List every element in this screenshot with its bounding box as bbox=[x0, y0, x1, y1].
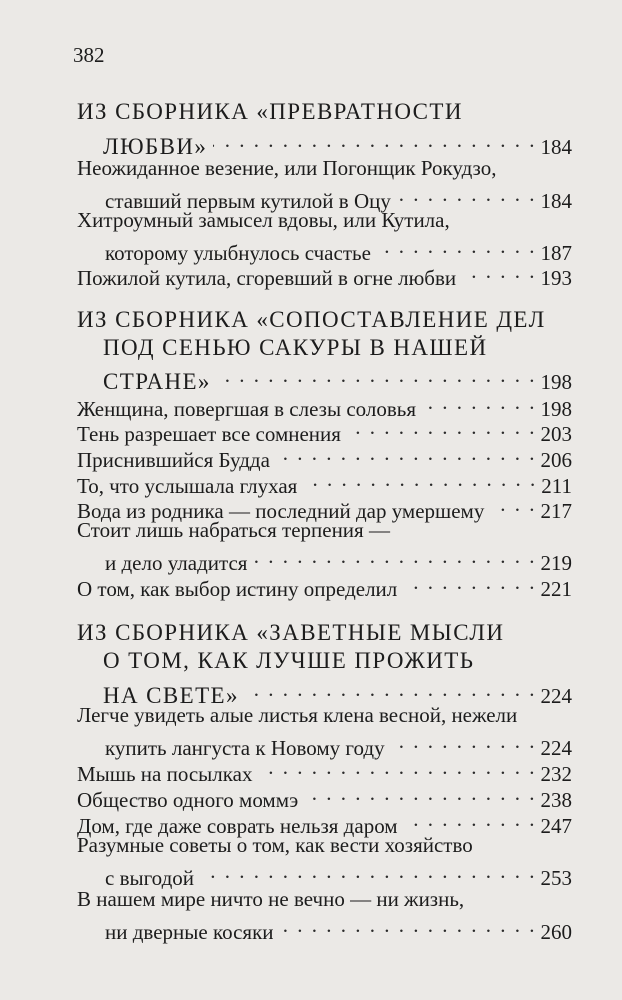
toc-entry bbox=[77, 206, 572, 234]
page-ref: 224 bbox=[540, 736, 572, 760]
entry-text: Разумные советы о том, как вести хозяйство bbox=[77, 833, 473, 857]
page-ref: 217 bbox=[540, 499, 572, 523]
dot-leader bbox=[397, 180, 537, 208]
entry-text: О том, как выбор истину определил bbox=[77, 577, 398, 601]
entry-text: ЛЮБВИ» bbox=[103, 134, 208, 159]
entry-text: купить лангуста к Новому году bbox=[105, 736, 385, 760]
entry-text: ни дверные косяки bbox=[105, 920, 274, 944]
entry-text: Мышь на посылках bbox=[77, 762, 253, 786]
entry-text: Женщина, повергшая в слезы соловья bbox=[77, 397, 417, 421]
dot-leader bbox=[276, 439, 537, 467]
dot-leader bbox=[253, 542, 536, 570]
entry-text: которому улыбнулось счастье bbox=[105, 241, 371, 265]
page-ref: 221 bbox=[540, 577, 572, 601]
dot-leader bbox=[347, 413, 537, 441]
dot-leader bbox=[213, 126, 536, 154]
toc-entry bbox=[77, 154, 572, 182]
dot-leader bbox=[303, 465, 537, 493]
entry-text: Легче увидеть алые листья клена весной, нежели bbox=[77, 703, 518, 727]
dot-leader bbox=[490, 490, 536, 518]
section-heading bbox=[77, 98, 572, 126]
page-ref: 253 bbox=[540, 866, 572, 890]
entry-text: Тень разрешает все сомнения bbox=[77, 422, 341, 446]
page-ref: 187 bbox=[540, 241, 572, 265]
page-ref: 203 bbox=[540, 422, 572, 446]
entry-text: ПОД СЕНЬЮ САКУРЫ В НАШЕЙ bbox=[103, 335, 488, 360]
entry-text: ИЗ СБОРНИКА «СОПОСТАВЛЕНИЕ ДЕЛ bbox=[77, 307, 546, 332]
dot-leader bbox=[422, 388, 536, 416]
page-ref: 211 bbox=[541, 474, 572, 498]
page-ref: 193 bbox=[540, 266, 572, 290]
dot-leader bbox=[462, 257, 536, 285]
section-heading bbox=[77, 306, 572, 334]
toc-entry bbox=[105, 911, 572, 946]
entry-text: Хитроумный замысел вдовы, или Кутила, bbox=[77, 208, 450, 232]
entry-text: Дом, где даже соврать нельзя даром bbox=[77, 814, 398, 838]
entry-text: О ТОМ, КАК ЛУЧШЕ ПРОЖИТЬ bbox=[103, 648, 475, 673]
dot-leader bbox=[403, 568, 536, 596]
dot-leader bbox=[217, 361, 537, 389]
entry-text: То, что услышала глухая bbox=[77, 474, 298, 498]
toc-entry bbox=[77, 701, 572, 729]
entry-text: Вода из родника — последний дар умершему bbox=[77, 499, 485, 523]
entry-text: Неожиданное везение, или Погонщик Рокудзо, bbox=[77, 156, 497, 180]
section-heading bbox=[77, 619, 572, 647]
entry-text: Стоит лишь набраться терпения — bbox=[77, 518, 390, 542]
section-heading bbox=[103, 334, 572, 362]
page-ref: 198 bbox=[540, 370, 572, 394]
dot-leader bbox=[200, 857, 536, 885]
page-ref: 198 bbox=[540, 397, 572, 421]
page-ref: 260 bbox=[540, 920, 572, 944]
page-ref: 247 bbox=[540, 814, 572, 838]
toc-entry bbox=[77, 885, 572, 913]
page-ref: 206 bbox=[540, 448, 572, 472]
entry-text: ИЗ СБОРНИКА «ПРЕВРАТНОСТИ bbox=[77, 99, 463, 124]
page-ref: 238 bbox=[540, 788, 572, 812]
entry-text: В нашем мире ничто не вечно — ни жизнь, bbox=[77, 887, 465, 911]
page-number: 382 bbox=[73, 43, 105, 67]
entry-text: ставший первым кутилой в Оцу bbox=[105, 189, 391, 213]
dot-leader bbox=[245, 675, 537, 703]
dot-leader bbox=[404, 805, 537, 833]
dot-leader bbox=[391, 727, 537, 755]
page-ref: 219 bbox=[540, 551, 572, 575]
dot-leader bbox=[377, 232, 537, 260]
toc-entry bbox=[77, 516, 572, 544]
entry-text: Общество одного моммэ bbox=[77, 788, 299, 812]
entry-text: с выгодой bbox=[105, 866, 195, 890]
page-ref: 232 bbox=[540, 762, 572, 786]
entry-text: Пожилой кутила, сгоревший в огне любви bbox=[77, 266, 457, 290]
page-ref: 184 bbox=[540, 189, 572, 213]
entry-text: ИЗ СБОРНИКА «ЗАВЕТНЫЕ МЫСЛИ bbox=[77, 620, 505, 645]
toc-entry bbox=[77, 831, 572, 859]
page-ref: 184 bbox=[540, 135, 572, 159]
section-heading bbox=[103, 647, 572, 675]
toc-entry bbox=[77, 257, 572, 292]
page-ref: 224 bbox=[540, 684, 572, 708]
entry-text: Приснившийся Будда bbox=[77, 448, 270, 472]
dot-leader bbox=[280, 911, 537, 939]
entry-text: СТРАНЕ» bbox=[103, 369, 211, 394]
entry-text: НА СВЕТЕ» bbox=[103, 683, 239, 708]
entry-text: и дело уладится bbox=[105, 551, 248, 575]
dot-leader bbox=[304, 779, 536, 807]
dot-leader bbox=[258, 753, 536, 781]
toc-entry bbox=[77, 568, 572, 603]
